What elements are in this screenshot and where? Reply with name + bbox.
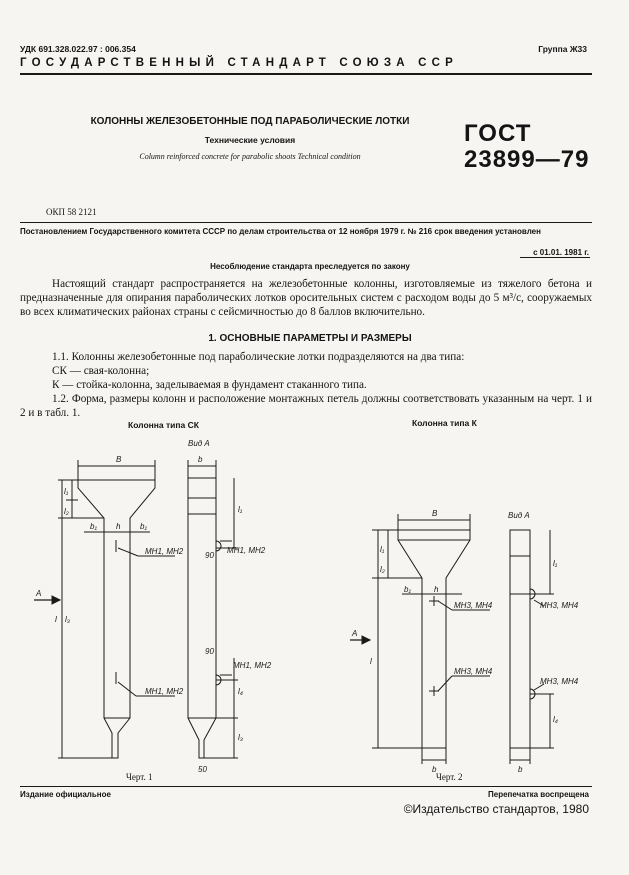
law-notice: Несоблюдение стандарта преследуется по закону xyxy=(210,262,410,271)
dim-l1-fig2-side: l₁ xyxy=(553,559,558,568)
loop-label-upper-fig2: МН3, МН4 xyxy=(454,601,493,610)
dim-b-fig1-side: b xyxy=(198,455,203,464)
section-a-fig2: A xyxy=(352,629,358,638)
dim-l3-fig1-side: l₃ xyxy=(238,733,243,742)
dim-l-fig1: l xyxy=(55,615,57,624)
section-heading: 1. ОСНОВНЫЕ ПАРАМЕТРЫ И РАЗМЕРЫ xyxy=(208,333,412,344)
document-title: КОЛОННЫ ЖЕЛЕЗОБЕТОННЫЕ ПОД ПАРАБОЛИЧЕСКИЕ ЛОТКИ xyxy=(90,116,410,127)
figure-1-side-view xyxy=(188,460,238,758)
copyright: ©Издательство стандартов, 1980 xyxy=(403,802,589,816)
dim-l1-fig1-side: l₁ xyxy=(238,505,243,514)
dim-b-fig2: b xyxy=(432,765,437,774)
view-a-fig1: Вид А xyxy=(188,439,210,448)
clause-1-2: 1.2. Форма, размеры колонн и расположение монтажных петель должны соответствовать указанным на черт. 1 и 2 и в табл. 1. xyxy=(20,393,592,419)
clause-1-1-b: К — стойка-колонна, заделываемая в фундамент стаканного типа. xyxy=(52,379,367,391)
dim-l2-fig1: l₂ xyxy=(64,507,69,516)
state-standard-banner: ГОСУДАРСТВЕННЫЙ СТАНДАРТ СОЮЗА ССР xyxy=(20,57,459,69)
figure-1-title: Колонна типа СК xyxy=(128,420,199,430)
figure-1-caption: Черт. 1 xyxy=(126,772,153,782)
official-edition: Издание официальное xyxy=(20,790,111,799)
figure-2-title: Колонна типа К xyxy=(412,418,477,428)
dim-90-upper: 90 xyxy=(205,551,214,560)
loop-label-lower-fig2-side: МН3, МН4 xyxy=(540,677,579,686)
section-a-fig1: A xyxy=(36,589,42,598)
figure-1-front-view xyxy=(34,460,175,758)
group-code: Группа Ж33 xyxy=(538,44,587,54)
loop-label-lower-fig1: МН1, МН2 xyxy=(145,687,184,696)
dim-l4-fig2-side: l₄ xyxy=(553,715,558,724)
figure-2-caption: Черт. 2 xyxy=(436,772,463,782)
reprint-prohibited: Перепечатка воспрещена xyxy=(488,790,589,799)
okp-rule xyxy=(20,222,592,223)
loop-label-lower-fig2: МН3, МН4 xyxy=(454,667,493,676)
view-a-fig2: Вид А xyxy=(508,511,530,520)
dim-l4-fig1-side: l₄ xyxy=(238,687,243,696)
dim-90-lower: 90 xyxy=(205,647,214,656)
decree-text: Постановлением Государственного комитета СССР по делам строительства от 12 ноября 1979 г. № 216 срок введения установлен xyxy=(20,227,541,236)
loop-label-lower-fig1-side: МН1, МН2 xyxy=(233,661,272,670)
dim-h-fig1: h xyxy=(116,522,121,531)
dim-b1-fig2: b₁ xyxy=(404,585,411,594)
dim-b-fig2-side: b xyxy=(518,765,523,774)
loop-label-upper-fig1: МН1, МН2 xyxy=(145,547,184,556)
intro-paragraph: Настоящий стандарт распространяется на железобетонные колонны, изготовляемые из тяжелого бетона и предназначенные для опирания параболических лотков оросительных систем с расходом воды до 5 м³/с, сооружаемых во всех климатических районах страны с сейсмичностью до 8 баллов включительно. xyxy=(20,278,592,318)
dim-l-fig2: l xyxy=(370,657,372,666)
okp-code: ОКП 58 2121 xyxy=(46,207,97,217)
gost-label: ГОСТ xyxy=(464,120,532,147)
effective-date: с 01.01. 1981 г. xyxy=(533,248,589,257)
dim-b1-right-fig1: b₁ xyxy=(140,522,147,531)
clause-1-1: 1.1. Колонны железобетонные под параболические лотки подразделяются на два типа: xyxy=(52,351,465,363)
figure-2-front-view xyxy=(350,514,490,764)
dim-b1-left-fig1: b₁ xyxy=(90,522,97,531)
date-underline xyxy=(520,257,590,258)
dim-B-fig1: B xyxy=(116,455,122,464)
dim-50-fig1: 50 xyxy=(198,765,207,774)
footer-rule xyxy=(20,786,592,787)
document-subtitle: Технические условия xyxy=(204,135,296,145)
technical-drawings xyxy=(0,430,629,790)
dim-l2-fig2: l₂ xyxy=(380,565,385,574)
dim-l1-fig1: l₁ xyxy=(64,487,69,496)
figure-2-side-view xyxy=(510,530,554,764)
clause-1-1-a: СК — свая-колонна; xyxy=(52,365,150,377)
banner-rule xyxy=(20,73,592,75)
dim-h-fig2: h xyxy=(434,585,439,594)
udk-code: УДК 691.328.022.97 : 006.354 xyxy=(20,44,136,54)
dim-l3-fig1: l₃ xyxy=(65,615,70,624)
dim-B-fig2: B xyxy=(432,509,438,518)
loop-label-upper-fig2-side: МН3, МН4 xyxy=(540,601,579,610)
gost-number: 23899—79 xyxy=(464,146,590,173)
dim-l1-fig2: l₁ xyxy=(380,545,385,554)
loop-label-upper-fig1-side: МН1, МН2 xyxy=(227,546,266,555)
english-title: Column reinforced concrete for parabolic shoots Technical condition xyxy=(139,152,361,161)
